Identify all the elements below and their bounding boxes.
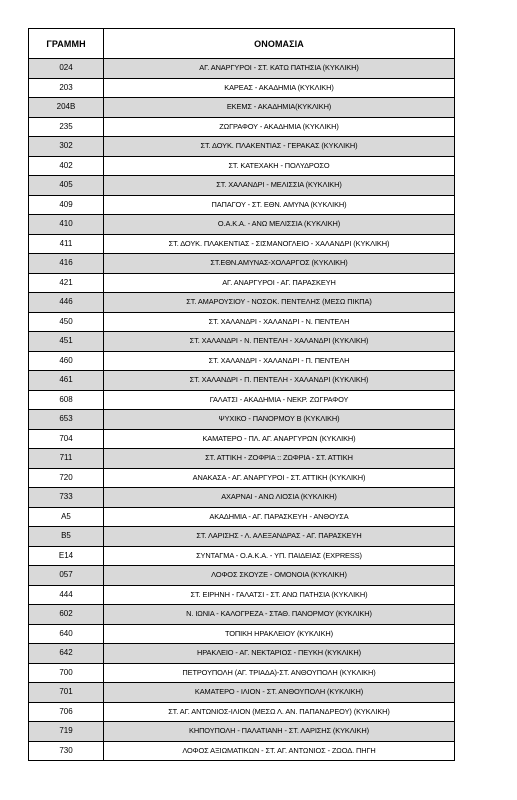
header-name: ΟΝΟΜΑΣΙΑ <box>104 29 455 59</box>
table-row <box>29 624 455 644</box>
route-line: 711 <box>29 449 104 469</box>
table-row <box>29 254 455 274</box>
table-row <box>29 234 455 254</box>
route-name: ΣΤ. ΑΜΑΡΟΥΣΙΟΥ - ΝΟΣΟΚ. ΠΕΝΤΕΛΗΣ (ΜΕΣΩ ΠΙΚΠΑ) <box>104 293 455 313</box>
table-row <box>29 78 455 98</box>
route-line: Ε14 <box>29 546 104 566</box>
route-line: 704 <box>29 429 104 449</box>
route-line: 461 <box>29 371 104 391</box>
route-name: ΣΤ. ΑΓ. ΑΝΤΩΝΙΟΣ-ΙΛΙΟΝ (ΜΕΣΩ Λ. ΑΝ. ΠΑΠΑΝΔΡΕΟΥ) (ΚΥΚΛΙΚΗ) <box>104 702 455 722</box>
table-row <box>29 683 455 703</box>
route-name: ΣΤ. ΔΟΥΚ. ΠΛΑΚΕΝΤΙΑΣ - ΣΙΣΜΑΝΟΓΛΕΙΟ - ΧΑΛΑΝΔΡΙ (ΚΥΚΛΙΚΗ) <box>104 234 455 254</box>
table-row <box>29 585 455 605</box>
route-line: 235 <box>29 117 104 137</box>
table-row <box>29 273 455 293</box>
table-row <box>29 527 455 547</box>
route-line: 450 <box>29 312 104 332</box>
route-name: ΣΤ. ΧΑΛΑΝΔΡΙ - ΜΕΛΙΣΣΙΑ (ΚΥΚΛΙΚΗ) <box>104 176 455 196</box>
table-row <box>29 390 455 410</box>
route-name: ΕΚΕΜΣ - ΑΚΑΔΗΜΙΑ(ΚΥΚΛΙΚΗ) <box>104 98 455 118</box>
table-row <box>29 741 455 761</box>
route-line: 410 <box>29 215 104 235</box>
routes-table-container <box>28 28 454 761</box>
table-row <box>29 98 455 118</box>
route-line: Α5 <box>29 507 104 527</box>
table-row <box>29 176 455 196</box>
table-row <box>29 488 455 508</box>
route-name: ΣΤ.ΕΘΝ.ΑΜΥΝΑΣ-ΧΟΛΑΡΓΟΣ (ΚΥΚΛΙΚΗ) <box>104 254 455 274</box>
route-line: 733 <box>29 488 104 508</box>
route-name: ΑΚΑΔΗΜΙΑ - ΑΓ. ΠΑΡΑΣΚΕΥΗ - ΑΝΘΟΥΣΑ <box>104 507 455 527</box>
route-name: ΚΑΜΑΤΕΡΟ - ΙΛΙΟΝ - ΣΤ. ΑΝΘΟΥΠΟΛΗ (ΚΥΚΛΙΚΗ) <box>104 683 455 703</box>
table-row <box>29 546 455 566</box>
table-row <box>29 59 455 79</box>
route-name: ΑΧΑΡΝΑΙ - ΑΝΩ ΛΙΟΣΙΑ (ΚΥΚΛΙΚΗ) <box>104 488 455 508</box>
table-row <box>29 312 455 332</box>
route-line: 302 <box>29 137 104 157</box>
route-name: ΑΓ. ΑΝΑΡΓΥΡΟΙ - ΑΓ. ΠΑΡΑΣΚΕΥΗ <box>104 273 455 293</box>
route-name: ΚΑΡΕΑΣ - ΑΚΑΔΗΜΙΑ (ΚΥΚΛΙΚΗ) <box>104 78 455 98</box>
route-line: 405 <box>29 176 104 196</box>
route-line: 460 <box>29 351 104 371</box>
route-line: 421 <box>29 273 104 293</box>
route-line: 640 <box>29 624 104 644</box>
table-row <box>29 566 455 586</box>
route-name: ΨΥΧΙΚΟ - ΠΑΝΟΡΜΟΥ Β (ΚΥΚΛΙΚΗ) <box>104 410 455 430</box>
route-name: ΣΤ. ΧΑΛΑΝΔΡΙ - Ν. ΠΕΝΤΕΛΗ - ΧΑΛΑΝΔΡΙ (ΚΥΚΛΙΚΗ) <box>104 332 455 352</box>
table-row <box>29 332 455 352</box>
route-line: 653 <box>29 410 104 430</box>
route-name: Ν. ΙΩΝΙΑ - ΚΑΛΟΓΡΕΖΑ - ΣΤΑΘ. ΠΑΝΟΡΜΟΥ (ΚΥΚΛΙΚΗ) <box>104 605 455 625</box>
route-line: 602 <box>29 605 104 625</box>
route-line: 730 <box>29 741 104 761</box>
route-line: 409 <box>29 195 104 215</box>
route-line: 402 <box>29 156 104 176</box>
route-name: ΣΤ. ΧΑΛΑΝΔΡΙ - Π. ΠΕΝΤΕΛΗ - ΧΑΛΑΝΔΡΙ (ΚΥΚΛΙΚΗ) <box>104 371 455 391</box>
route-name: ΠΕΤΡΟΥΠΟΛΗ (ΑΓ. ΤΡΙΑΔΑ)-ΣΤ. ΑΝΘΟΥΠΟΛΗ (ΚΥΚΛΙΚΗ) <box>104 663 455 683</box>
route-name: ΓΑΛΑΤΣΙ - ΑΚΑΔΗΜΙΑ - ΝΕΚΡ. ΖΩΓΡΑΦΟΥ <box>104 390 455 410</box>
route-line: 706 <box>29 702 104 722</box>
route-name: ΣΥΝΤΑΓΜΑ - Ο.Α.Κ.Α. - ΥΠ. ΠΑΙΔΕΙΑΣ (EXPRESS) <box>104 546 455 566</box>
route-name: ΚΗΠΟΥΠΟΛΗ - ΠΑΛΑΤΙΑΝΗ - ΣΤ. ΛΑΡΙΣΗΣ (ΚΥΚΛΙΚΗ) <box>104 722 455 742</box>
route-line: 719 <box>29 722 104 742</box>
table-row <box>29 644 455 664</box>
table-row <box>29 351 455 371</box>
table-row <box>29 507 455 527</box>
route-line: 444 <box>29 585 104 605</box>
route-line: 411 <box>29 234 104 254</box>
table-body <box>29 59 455 761</box>
route-line: 608 <box>29 390 104 410</box>
route-name: ΛΟΦΟΣ ΣΚΟΥΖΕ - ΟΜΟΝΟΙΑ (ΚΥΚΛΙΚΗ) <box>104 566 455 586</box>
route-line: 701 <box>29 683 104 703</box>
route-line: 642 <box>29 644 104 664</box>
routes-table <box>28 28 455 761</box>
route-line: 416 <box>29 254 104 274</box>
table-row <box>29 293 455 313</box>
table-row <box>29 605 455 625</box>
route-line: 451 <box>29 332 104 352</box>
route-name: ΖΩΓΡΑΦΟΥ - ΑΚΑΔΗΜΙΑ (ΚΥΚΛΙΚΗ) <box>104 117 455 137</box>
route-name: ΣΤ. ΕΙΡΗΝΗ - ΓΑΛΑΤΣΙ - ΣΤ. ΑΝΩ ΠΑΤΗΣΙΑ (ΚΥΚΛΙΚΗ) <box>104 585 455 605</box>
route-line: 203 <box>29 78 104 98</box>
route-line: 057 <box>29 566 104 586</box>
route-name: ΣΤ. ΑΤΤΙΚΗ - ΖΟΦΡΙΑ :: ΖΩΦΡΙΑ - ΣΤ. ΑΤΤΙΚΗ <box>104 449 455 469</box>
route-line: 720 <box>29 468 104 488</box>
table-row <box>29 117 455 137</box>
table-row <box>29 663 455 683</box>
route-line: 700 <box>29 663 104 683</box>
table-row <box>29 429 455 449</box>
route-name: ΣΤ. ΚΑΤΕΧΑΚΗ - ΠΟΛΥΔΡΟΣΟ <box>104 156 455 176</box>
route-line: Β5 <box>29 527 104 547</box>
table-row <box>29 410 455 430</box>
table-row <box>29 156 455 176</box>
route-name: ΛΟΦΟΣ ΑΞΙΩΜΑΤΙΚΩΝ - ΣΤ. ΑΓ. ΑΝΤΩΝΙΟΣ - ΖΩΟΔ. ΠΗΓΗ <box>104 741 455 761</box>
route-name: ΣΤ. ΔΟΥΚ. ΠΛΑΚΕΝΤΙΑΣ - ΓΕΡΑΚΑΣ (ΚΥΚΛΙΚΗ) <box>104 137 455 157</box>
table-row <box>29 702 455 722</box>
route-line: 204Β <box>29 98 104 118</box>
table-row <box>29 137 455 157</box>
header-line: ΓΡΑΜΜΗ <box>29 29 104 59</box>
route-name: ΗΡΑΚΛΕΙΟ - ΑΓ. ΝΕΚΤΑΡΙΟΣ - ΠΕΥΚΗ (ΚΥΚΛΙΚΗ) <box>104 644 455 664</box>
table-row <box>29 371 455 391</box>
route-name: ΤΟΠΙΚΗ ΗΡΑΚΛΕΙΟΥ (ΚΥΚΛΙΚΗ) <box>104 624 455 644</box>
route-line: 446 <box>29 293 104 313</box>
route-line: 024 <box>29 59 104 79</box>
route-name: ΣΤ. ΧΑΛΑΝΔΡΙ - ΧΑΛΑΝΔΡΙ - Ν. ΠΕΝΤΕΛΗ <box>104 312 455 332</box>
table-row <box>29 215 455 235</box>
route-name: ΣΤ. ΛΑΡΙΣΗΣ - Λ. ΑΛΕΞΑΝΔΡΑΣ - ΑΓ. ΠΑΡΑΣΚΕΥΗ <box>104 527 455 547</box>
route-name: ΚΑΜΑΤΕΡΟ - ΠΛ. ΑΓ. ΑΝΑΡΓΥΡΩΝ (ΚΥΚΛΙΚΗ) <box>104 429 455 449</box>
route-name: ΠΑΠΑΓΟΥ - ΣΤ. ΕΘΝ. ΑΜΥΝΑ (ΚΥΚΛΙΚΗ) <box>104 195 455 215</box>
table-row <box>29 722 455 742</box>
route-name: ΑΝΑΚΑΣΑ - ΑΓ. ΑΝΑΡΓΥΡΟΙ - ΣΤ. ΑΤΤΙΚΗ (ΚΥΚΛΙΚΗ) <box>104 468 455 488</box>
table-header-row <box>29 29 455 59</box>
route-name: Ο.Α.Κ.Α. - ΑΝΩ ΜΕΛΙΣΣΙΑ (ΚΥΚΛΙΚΗ) <box>104 215 455 235</box>
table-row <box>29 195 455 215</box>
table-row <box>29 468 455 488</box>
route-name: ΣΤ. ΧΑΛΑΝΔΡΙ - ΧΑΛΑΝΔΡΙ - Π. ΠΕΝΤΕΛΗ <box>104 351 455 371</box>
route-name: ΑΓ. ΑΝΑΡΓΥΡΟΙ - ΣΤ. ΚΑΤΩ ΠΑΤΗΣΙΑ (ΚΥΚΛΙΚΗ) <box>104 59 455 79</box>
table-row <box>29 449 455 469</box>
